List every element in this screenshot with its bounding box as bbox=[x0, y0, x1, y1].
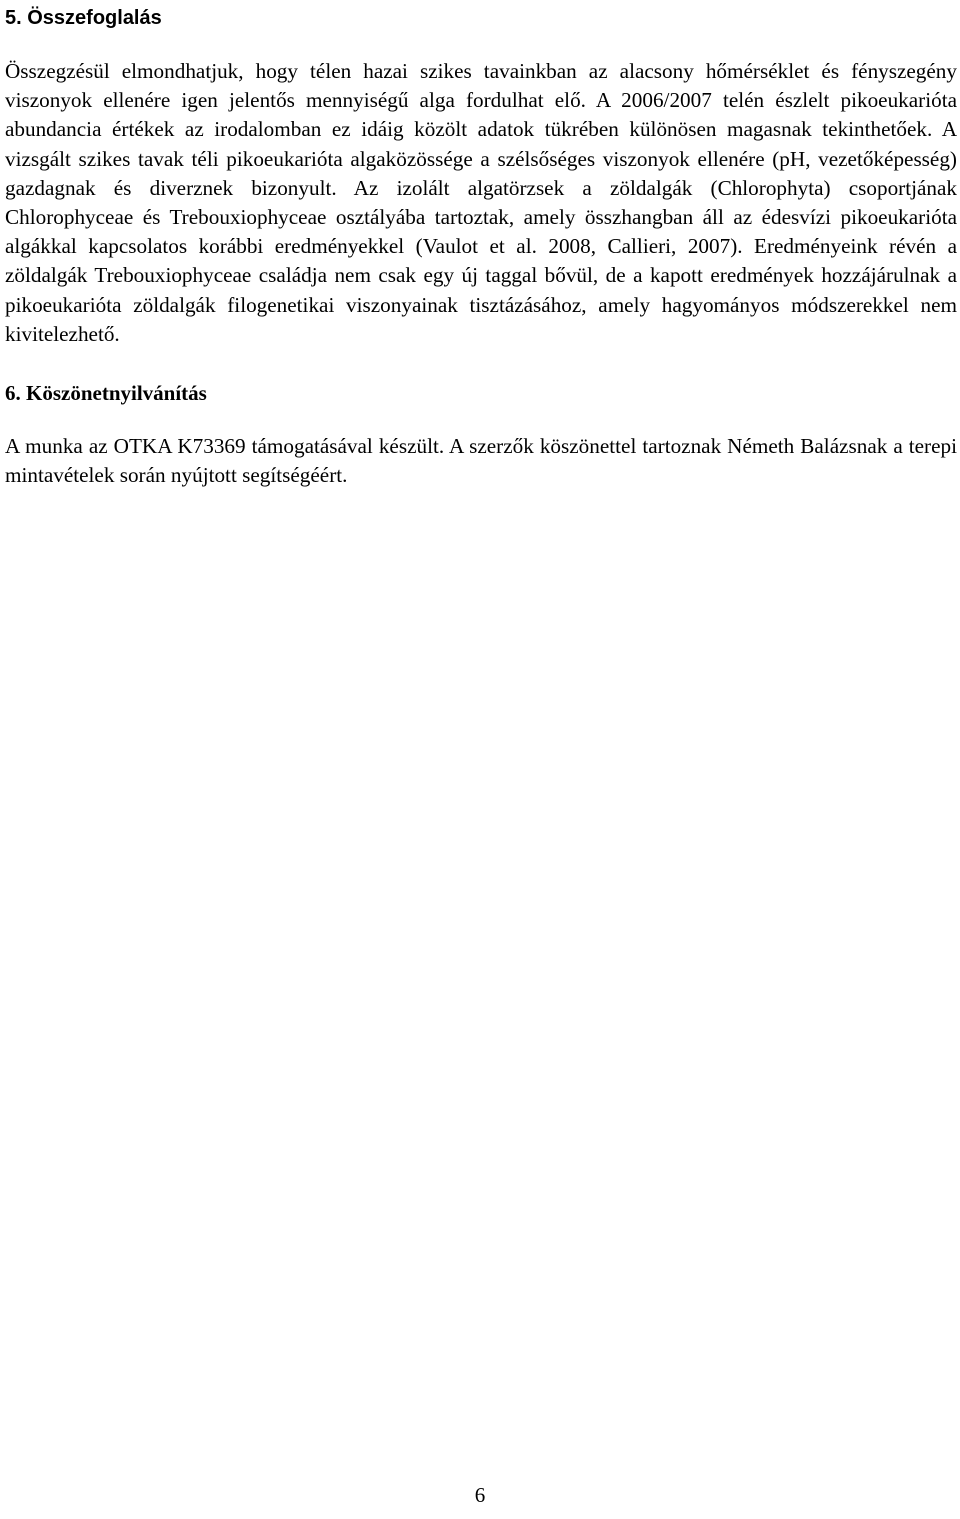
page-number: 6 bbox=[474, 1483, 486, 1507]
summary-paragraph: Összegzésül elmondhatjuk, hogy télen hazai szikes tavainkban az alacsony hőmérséklet és fényszegény viszonyok ellenére igen jelentős mennyiségű alga fordulhat elő. A 2006/2007 telén észlelt pikoeukarióta abundancia értékek az irodalomban ez idáig közölt adatok tükrében különösen magasnak tekinthetőek. A vizsgált szikes tavak téli pikoeukarióta algaközössége a szélsőséges viszonyok ellenére (pH, vezetőképesség) gazdagnak és diverznek bizonyult. Az izolált algatörzsek a zöldalgák (Chlorophyta) csoportjának Chlorophyceae és Trebouxiophyceae osztályába tartoztak, amely összhangban áll az édesvízi pikoeukarióta algákkal kapcsolatos korábbi eredményekkel (Vaulot et al. 2008, Callieri, 2007). Eredményeink révén a zöldalgák Trebouxiophyceae családja nem csak egy új taggal bővül, de a kapott eredmények hozzájárulnak a pikoeukarióta zöldalgák filogenetikai viszonyainak tisztázásához, amely hagyományos módszerekkel nem kivitelezhető. bbox=[5, 59, 957, 346]
document-page bbox=[5, 0, 957, 490]
section-heading-acknowledgements: 6. Köszönetnyilvánítás bbox=[5, 381, 207, 406]
section-heading-summary: 5. Összefoglalás bbox=[5, 7, 162, 29]
acknowledgements-paragraph: A munka az OTKA K73369 támogatásával készült. A szerzők köszönettel tartoznak Németh Balázsnak a terepi mintavételek során nyújtott segítségéért. bbox=[5, 434, 957, 488]
